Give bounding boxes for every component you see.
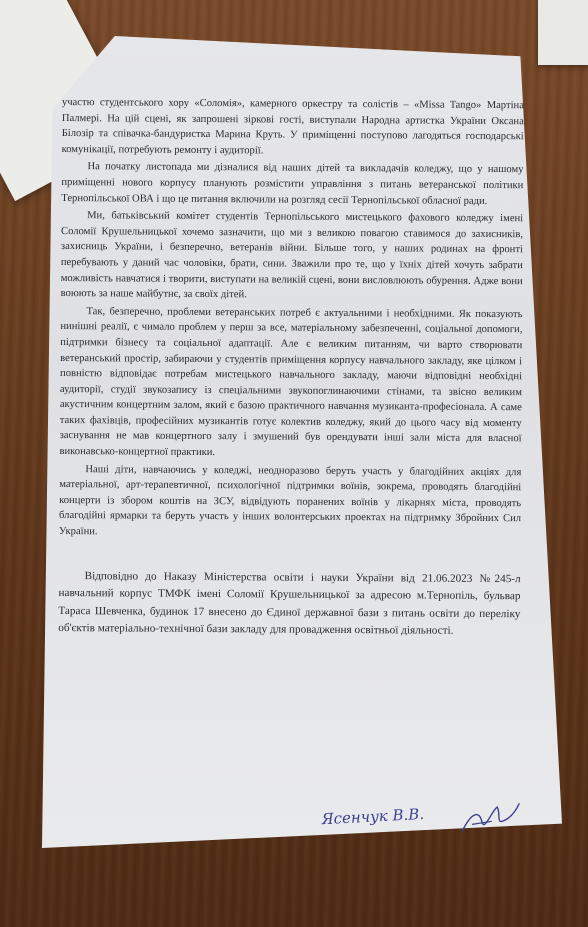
paragraph-1: участю студентського хору «Соломія», камерного оркестру та солістів – «Missa Tango» Мартіна Палмері. На цій сцені, як запрошені зіркові гості, виступали Народна артистка України Оксана Білозір та співачка-бандуристка Марина Круть. У приміщенні поступово лагодяться господарські комунікації, потребують ремонту і аудиторії. <box>61 96 524 157</box>
document-body <box>58 95 524 643</box>
paragraph-6: Відповідно до Наказу Міністерства освіти і науки України від 21.06.2023 №245-л навчальний корпус ТМФК імені Соломії Крушельницької за адресою м.Тернопіль, бульвар Тараса Шевченка, будинок 17 внесено до Єдиної державної бази з питань освіти до переліку об'єктів матеріально-технічної бази закладу для провадження освітньої діяльності. <box>58 569 521 637</box>
background-paper-right <box>538 0 588 65</box>
paragraph-5: Наші діти, навчаючись у коледжі, неодноразово беруть участь у благодійних акціях для матеріальної, арт-терапевтичної, психологічної підтримки воїнів, зокрема, проводять благодійні концерти із збором коштів на ЗСУ, відвідують поранених воїнів у лікарнях міста, проводять благодійні ярмарки та беруть участь у інших волонтерських проектах на підтримку Збройних Сил України. <box>58 463 522 538</box>
paragraph-2: На початку листопада ми дізналися від наших дітей та викладачів коледжу, що у нашому приміщенні нового корпусу планують розмістити управління з питань ветеранської політики Тернопільської ОВА і що це питання включили на розгляд сесії Тернопільської обласної ради. <box>61 161 524 207</box>
paragraph-4: Так, безперечно, проблеми ветеранських потреб є актуальними і необхідними. Як показують нинішні реалії, є чимало проблем у перш за все, матеріальному забезпеченні, соціальної допомоги, підтримки бізнесу та соціальної адаптації. Але є великим питанням, чи варто створювати ветеранський простір, забираючи у студентів приміщення корпусу навчального закладу, яке цілком і повністю відповідає потребам мистецького навчального закладу, маючи відповідні необхідні аудиторії, студії звукозапису із спеціальними звукопоглинаючими стінами, та звісно великим акустичним концертним залом, який є базою практичного навчання музиканта-професіонала. А саме таких фахівців, професійних музикантів готує колектив коледжу, який до цього часу від моменту заснування не мав концертного залу і змушений був орендувати інші зали міста для власної виконавсько-концертної практики. <box>59 305 523 459</box>
paragraph-3: Ми, батьківський комітет студентів Тернопільського мистецького фахового коледжу імені Соломії Крушельницької хочемо зазначити, що ми з великою повагою ставимося до захисників, захисниць України, і безперечно, ветеранів війни. Більше того, у наших родинах на фронті перебувають у даний час чоловіки, брати, сини. Зважили про те, що у їхніх дітей хочуть забрати можливість навчатися і творити, виступати на великій сцені, вони висловлюють обурення. Адже вони воюють за наше майбутнє, за своїх дітей. <box>60 210 524 301</box>
signature-text: Ясенчук В.В. <box>321 804 425 829</box>
